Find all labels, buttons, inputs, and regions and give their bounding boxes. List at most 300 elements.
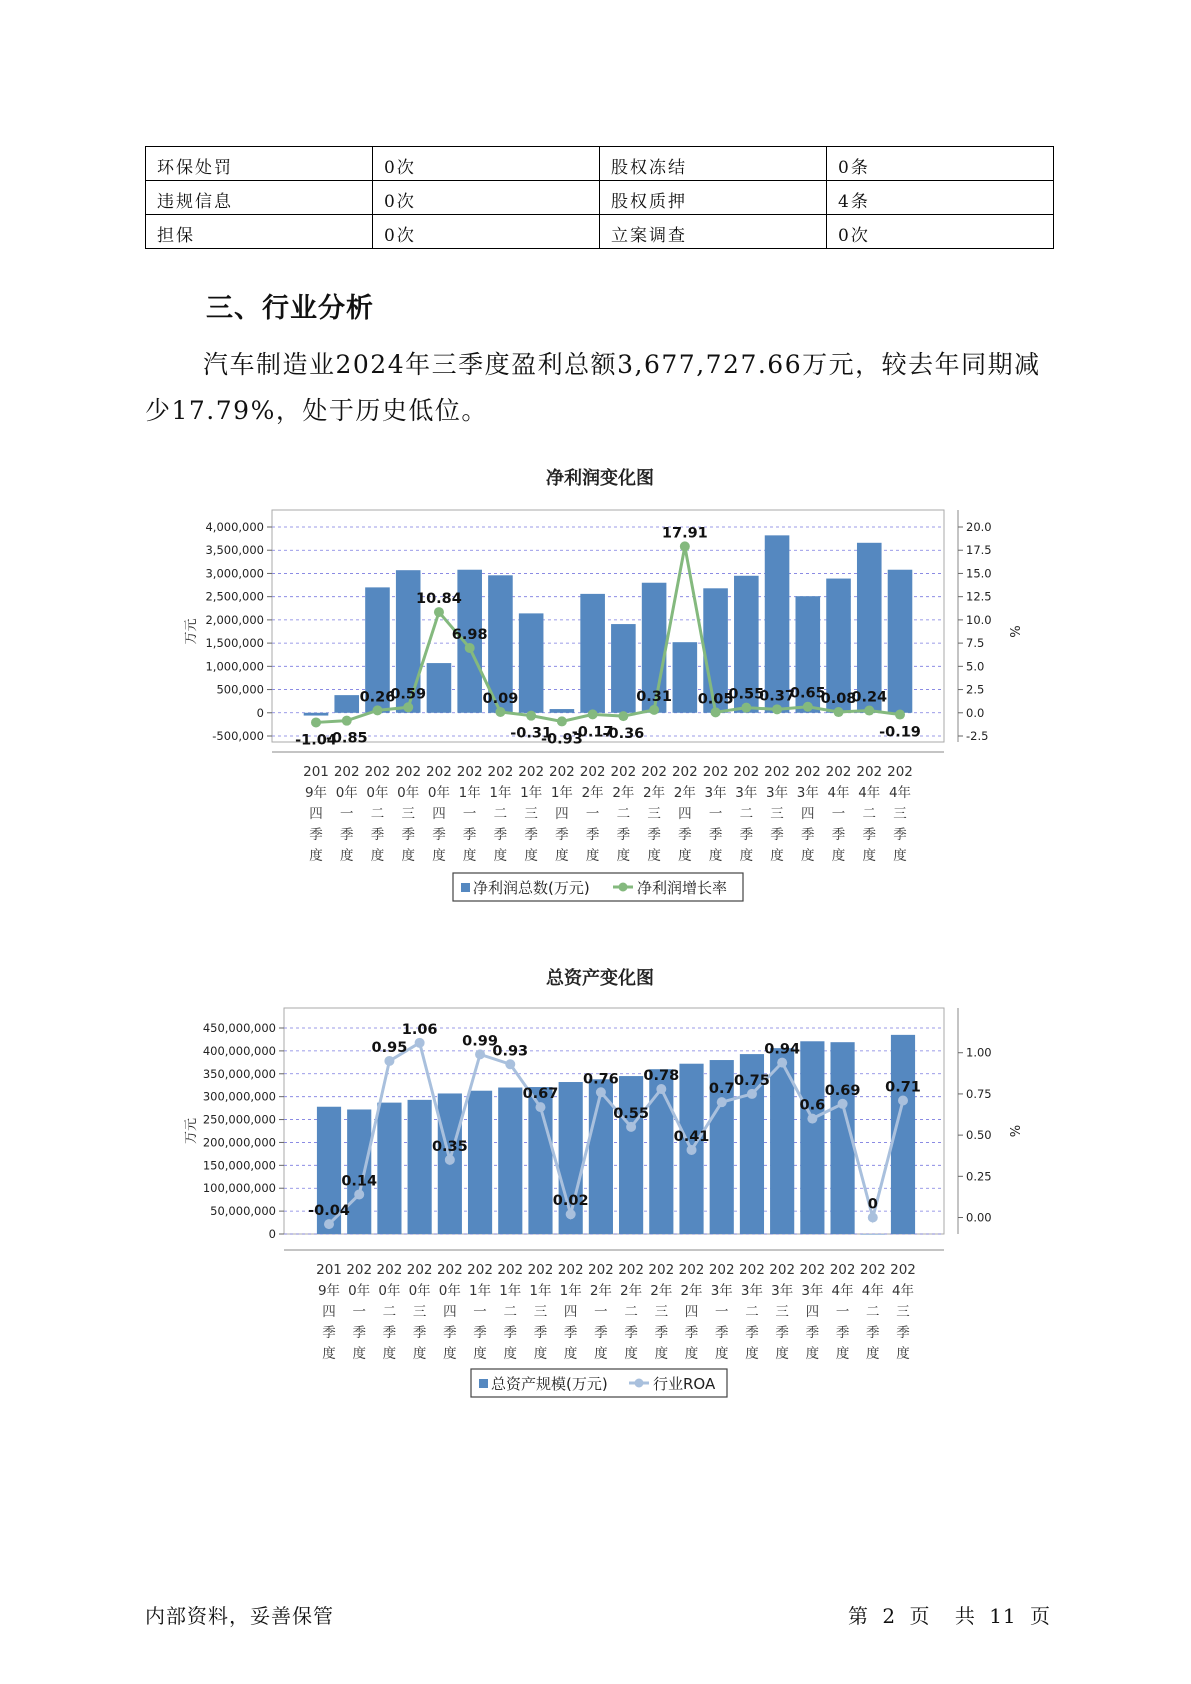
x-tick-label-line: 度 <box>862 848 877 864</box>
x-tick-label-line: 202 <box>346 1262 373 1278</box>
x-tick-label-line: 0年 <box>427 785 450 801</box>
x-tick-label-line: 1年 <box>469 1283 492 1299</box>
x-tick-label-line: 季 <box>745 1325 759 1341</box>
x-tick-label-line: 度 <box>770 848 784 864</box>
x-tick-label <box>890 1262 916 1362</box>
legend-line-marker <box>619 883 628 892</box>
x-tick-label-line: 1年 <box>499 1283 522 1299</box>
line-point <box>566 1209 576 1219</box>
bar <box>304 713 329 716</box>
x-tick-label-line: 202 <box>648 1262 675 1278</box>
x-tick-label-line: 4年 <box>888 785 912 801</box>
x-tick-label-line: 度 <box>339 848 354 864</box>
x-tick-label-line: 四 <box>443 1304 457 1320</box>
x-tick-label-line: 1年 <box>489 785 512 801</box>
data-label: 0.99 <box>462 1033 498 1050</box>
x-tick-label <box>497 1262 523 1362</box>
x-tick-label-line: 2年 <box>612 785 635 801</box>
x-tick-label <box>377 1262 403 1362</box>
x-tick-label-line: 季 <box>309 827 323 843</box>
x-tick-label-line: 度 <box>831 848 846 864</box>
bar <box>468 1091 492 1234</box>
left-axis-label: 万元 <box>184 1117 199 1145</box>
legend-line-label: 净利润增长率 <box>637 879 728 897</box>
x-tick-label-line: 度 <box>624 1346 638 1362</box>
left-tick-label: 250,000,000 <box>202 1112 276 1127</box>
bar <box>765 535 790 712</box>
x-tick-label-line: 一 <box>835 1304 850 1320</box>
x-tick-label-line: 二 <box>370 806 385 822</box>
x-tick-label-line: 季 <box>770 827 784 843</box>
x-tick-label <box>395 764 421 864</box>
x-tick-label-line: 9年 <box>304 785 328 801</box>
left-tick-label: 1,500,000 <box>205 636 264 651</box>
data-label: 0.94 <box>764 1041 801 1058</box>
risk-item-value: 4条 <box>827 181 1054 215</box>
risk-table-row <box>146 181 1054 215</box>
x-tick-label-line: 202 <box>557 1262 584 1278</box>
x-tick-label-line: 四 <box>805 1304 820 1320</box>
net-profit-chart-svg <box>0 460 1191 920</box>
risk-item-label: 担保 <box>146 215 373 249</box>
data-label: 0.02 <box>552 1193 589 1210</box>
x-tick-label-line: 202 <box>487 764 514 780</box>
x-tick-label-line: 三 <box>893 806 907 822</box>
x-tick-label-line: 1年 <box>520 785 543 801</box>
x-tick-label-line: 季 <box>443 1325 457 1341</box>
bar <box>888 570 913 713</box>
x-tick-label-line: 4年 <box>827 785 850 801</box>
x-tick-label <box>528 1262 554 1362</box>
x-tick-label-line: 二 <box>382 1304 397 1320</box>
data-label: 0.71 <box>885 1079 921 1096</box>
data-label: 0.6 <box>799 1097 826 1114</box>
x-tick-label-line: 1年 <box>550 785 573 801</box>
x-tick-label <box>488 764 514 864</box>
x-tick-label-line: 季 <box>563 1325 578 1341</box>
x-tick-label-line: 202 <box>769 1262 796 1278</box>
line-point <box>656 1084 666 1094</box>
x-tick-label <box>334 764 360 864</box>
x-tick-label-line: 季 <box>401 827 415 843</box>
data-label: 0.69 <box>824 1082 861 1099</box>
x-tick-label <box>641 764 667 864</box>
x-tick-label-line: 季 <box>585 827 600 843</box>
line-point <box>445 1155 455 1165</box>
x-tick-label-line: 度 <box>893 848 907 864</box>
data-label: 0.65 <box>789 685 826 702</box>
line-point <box>834 707 844 717</box>
x-tick-label-line: 度 <box>647 848 661 864</box>
right-tick-label: 5.0 <box>966 659 985 674</box>
page-unit: 页 <box>909 1604 931 1628</box>
x-tick-label-line: 202 <box>364 764 391 780</box>
x-tick-label <box>799 1262 825 1362</box>
legend-line-label: 行业ROA <box>653 1375 716 1393</box>
x-tick-label <box>467 1262 493 1362</box>
x-tick-label-line: 季 <box>533 1325 548 1341</box>
right-tick-label: 0.00 <box>966 1210 992 1225</box>
bar <box>861 1234 885 1235</box>
total-assets-chart <box>0 960 1191 1420</box>
x-tick-label-line: 3年 <box>704 785 727 801</box>
x-tick-label <box>437 1262 463 1362</box>
legend-bar-label: 净利润总数(万元) <box>473 879 590 897</box>
section-title: 三、行业分析 <box>206 293 374 324</box>
x-tick-label-line: 四 <box>322 1304 336 1320</box>
x-tick-label-line: 4年 <box>891 1283 915 1299</box>
x-tick-label-line: 202 <box>825 764 852 780</box>
x-tick-label-line: 季 <box>739 827 754 843</box>
x-tick-label-line: 季 <box>866 1325 880 1341</box>
x-tick-label-line: 季 <box>473 1325 487 1341</box>
right-tick-label: 0.75 <box>966 1086 992 1101</box>
x-tick-label-line: 季 <box>684 1325 699 1341</box>
data-label: 0.78 <box>643 1067 680 1084</box>
line-point <box>895 710 905 720</box>
x-tick-label-line: 三 <box>770 806 784 822</box>
risk-item-label: 股权冻结 <box>600 147 827 181</box>
x-tick-label-line: 0年 <box>366 785 389 801</box>
x-tick-label-line: 度 <box>708 848 723 864</box>
page-number: 2 <box>882 1604 897 1628</box>
data-label: 0 <box>867 1196 878 1213</box>
x-tick-label-line: 三 <box>533 1304 548 1320</box>
line-point <box>324 1219 334 1229</box>
x-tick-label-line: 一 <box>714 1304 729 1320</box>
x-tick-label-line: 202 <box>618 1262 644 1278</box>
x-tick-label-line: 四 <box>563 1304 578 1320</box>
x-tick-label-line: 三 <box>775 1304 789 1320</box>
risk-item-value: 0次 <box>373 147 600 181</box>
x-tick-label-line: 季 <box>382 1325 397 1341</box>
total-unit: 页 <box>1030 1604 1051 1628</box>
x-tick-label-line: 0年 <box>438 1283 461 1299</box>
data-label: 0.05 <box>697 691 734 708</box>
right-tick-label: 2.5 <box>966 682 985 697</box>
x-tick-label-line: 季 <box>801 827 815 843</box>
left-tick-label: 350,000,000 <box>202 1066 276 1081</box>
chart-legend <box>453 873 743 901</box>
left-tick-label: 400,000,000 <box>202 1043 276 1058</box>
left-tick-label: 200,000,000 <box>202 1135 276 1150</box>
left-tick-label: 0 <box>256 705 264 720</box>
right-tick-label: 17.5 <box>966 543 992 558</box>
x-tick-label <box>457 764 483 864</box>
x-tick-label <box>518 764 544 864</box>
x-tick-label <box>672 764 698 864</box>
x-tick-label-line: 四 <box>432 806 446 822</box>
data-label: 0.55 <box>728 686 765 703</box>
x-tick-label-line: 202 <box>426 764 452 780</box>
x-tick-label-line: 202 <box>610 764 637 780</box>
x-tick-label-line: 一 <box>352 1304 366 1320</box>
x-tick-label-line: 季 <box>322 1325 336 1341</box>
x-tick-label-line: 四 <box>684 1304 699 1320</box>
right-tick-label: 7.5 <box>966 636 985 651</box>
x-tick-label-line: 一 <box>708 806 723 822</box>
legend-bar-label: 总资产规模(万元) <box>491 1375 608 1393</box>
bar <box>498 1088 522 1234</box>
line-point <box>475 1049 485 1059</box>
x-tick-label-line: 度 <box>866 1346 880 1362</box>
line-point <box>649 705 659 715</box>
data-label: -0.93 <box>540 731 583 748</box>
x-tick-label-line: 202 <box>678 1262 705 1278</box>
left-tick-label: 2,000,000 <box>205 612 264 627</box>
x-tick-label <box>346 1262 372 1362</box>
x-tick-label-line: 0年 <box>397 785 420 801</box>
x-tick-label-line: 度 <box>616 848 631 864</box>
x-tick-label <box>739 1262 765 1362</box>
right-tick-label: 1.00 <box>966 1045 992 1060</box>
risk-table-row <box>146 147 1054 181</box>
left-tick-label: 100,000,000 <box>202 1181 276 1196</box>
x-tick-label-line: 季 <box>555 827 569 843</box>
right-tick-label: 0.0 <box>966 705 985 720</box>
x-tick-label-line: 四 <box>555 806 569 822</box>
x-tick-label-line: 度 <box>835 1346 850 1362</box>
line-point <box>372 705 382 715</box>
x-tick-label-line: 1年 <box>529 1283 552 1299</box>
risk-table-row <box>146 215 1054 249</box>
right-tick-label: 0.25 <box>966 1169 992 1184</box>
line-point <box>434 607 444 617</box>
left-tick-label: 1,000,000 <box>205 659 264 674</box>
line-point <box>741 703 751 713</box>
x-tick-label <box>303 764 329 864</box>
x-tick-label-line: 三 <box>401 806 415 822</box>
x-tick-label-line: 二 <box>503 1304 518 1320</box>
x-tick-label-line: 202 <box>829 1262 856 1278</box>
bar <box>673 642 698 713</box>
x-tick-label-line: 2年 <box>620 1283 643 1299</box>
data-label: 0.09 <box>482 690 519 707</box>
risk-item-value: 0次 <box>373 215 600 249</box>
bar <box>619 1076 643 1234</box>
line-point <box>342 716 352 726</box>
x-tick-label-line: 季 <box>896 1325 910 1341</box>
x-tick-label-line: 度 <box>382 1346 397 1362</box>
data-label: 0.67 <box>522 1086 559 1103</box>
x-tick-label-line: 0年 <box>348 1283 371 1299</box>
legend-bar-swatch <box>479 1379 488 1388</box>
data-label: -0.19 <box>879 724 921 741</box>
bar <box>377 1103 401 1234</box>
left-tick-label: 4,000,000 <box>205 520 264 534</box>
x-tick-label-line: 四 <box>309 806 323 822</box>
data-label: 6.98 <box>451 626 488 643</box>
x-tick-label-line: 季 <box>835 1325 850 1341</box>
page-prefix: 第 <box>848 1604 870 1628</box>
data-label: 0.35 <box>431 1138 468 1155</box>
data-label: -0.04 <box>308 1203 350 1220</box>
x-tick-label-line: 202 <box>527 1262 554 1278</box>
x-tick-label-line: 202 <box>518 764 545 780</box>
x-tick-label-line: 度 <box>493 848 508 864</box>
right-tick-label: -2.5 <box>966 729 989 743</box>
x-tick-label-line: 0年 <box>378 1283 401 1299</box>
x-tick-label-line: 度 <box>443 1346 457 1362</box>
x-tick-label-line: 202 <box>641 764 667 780</box>
x-tick-label-line: 2年 <box>673 785 696 801</box>
x-tick-label-line: 度 <box>563 1346 578 1362</box>
x-tick-label-line: 202 <box>497 1262 524 1278</box>
x-tick-label-line: 202 <box>467 1262 493 1278</box>
line-point <box>687 1145 697 1155</box>
x-tick-label <box>860 1262 886 1362</box>
x-tick-label-line: 一 <box>473 1304 487 1320</box>
x-tick-label-line: 201 <box>316 1262 342 1278</box>
x-tick-label-line: 202 <box>376 1262 403 1278</box>
data-label: 0.76 <box>583 1071 619 1088</box>
line-point <box>596 1087 606 1097</box>
x-tick-label-line: 9年 <box>317 1283 341 1299</box>
line-point <box>311 717 321 727</box>
x-tick-label-line: 2年 <box>643 785 666 801</box>
x-tick-label-line: 一 <box>585 806 600 822</box>
x-tick-label-line: 2年 <box>581 785 604 801</box>
x-tick-label-line: 201 <box>303 764 329 780</box>
x-tick-label-line: 202 <box>671 764 698 780</box>
data-label: 0.93 <box>492 1043 529 1060</box>
x-tick-label <box>830 1262 856 1362</box>
x-tick-label-line: 度 <box>462 848 477 864</box>
x-tick-label-line: 202 <box>794 764 821 780</box>
line-point <box>803 702 813 712</box>
x-tick-label-line: 202 <box>333 764 360 780</box>
data-label: 0.95 <box>371 1039 408 1056</box>
x-tick-label-line: 季 <box>432 827 446 843</box>
line-point <box>864 706 874 716</box>
line-point <box>717 1097 727 1107</box>
x-tick-label-line: 202 <box>890 1262 916 1278</box>
x-tick-label-line: 202 <box>733 764 760 780</box>
x-tick-label-line: 季 <box>708 827 723 843</box>
x-tick-label-line: 度 <box>654 1346 669 1362</box>
x-tick-label-line: 度 <box>473 1346 487 1362</box>
line-point <box>618 711 628 721</box>
x-tick-label-line: 季 <box>775 1325 789 1341</box>
x-tick-label <box>588 1262 614 1362</box>
x-tick-label-line: 2年 <box>650 1283 673 1299</box>
x-tick-label <box>426 764 452 864</box>
x-tick-label <box>679 1262 705 1362</box>
data-label: 0.75 <box>734 1072 770 1089</box>
x-tick-label-line: 度 <box>352 1346 366 1362</box>
risk-item-label: 股权质押 <box>600 181 827 215</box>
x-tick-label-line: 度 <box>896 1346 910 1362</box>
x-tick-label-line: 季 <box>503 1325 518 1341</box>
total-pages: 11 <box>989 1604 1017 1628</box>
line-point <box>465 643 475 653</box>
x-tick-label-line: 202 <box>764 764 790 780</box>
footer-page-info <box>845 1600 1054 1629</box>
left-tick-label: 0 <box>268 1227 276 1241</box>
x-tick-label-line: 4年 <box>858 785 881 801</box>
x-tick-label-line: 3年 <box>796 785 819 801</box>
x-tick-label-line: 一 <box>831 806 846 822</box>
line-point <box>535 1102 545 1112</box>
total-assets-chart-svg <box>0 960 1191 1420</box>
right-tick-label: 20.0 <box>966 520 992 534</box>
risk-item-label: 违规信息 <box>146 181 373 215</box>
x-tick-label-line: 二 <box>739 806 754 822</box>
bar <box>800 1041 824 1234</box>
x-tick-label-line: 季 <box>616 827 631 843</box>
x-tick-label-line: 3年 <box>771 1283 794 1299</box>
x-tick-label-line: 202 <box>436 1262 463 1278</box>
x-tick-label-line: 季 <box>370 827 385 843</box>
line-point <box>898 1096 908 1106</box>
x-tick-label-line: 三 <box>647 806 661 822</box>
x-tick-label <box>703 764 729 864</box>
x-tick-label <box>795 764 821 864</box>
risk-item-label: 立案调查 <box>600 215 827 249</box>
line-point <box>526 711 536 721</box>
data-label: 0.14 <box>341 1173 378 1190</box>
data-label: 0.37 <box>759 688 795 705</box>
x-tick-label-line: 度 <box>432 848 446 864</box>
x-tick-label-line: 季 <box>678 827 692 843</box>
right-tick-label: 10.0 <box>966 612 992 627</box>
x-tick-label-line: 202 <box>456 764 483 780</box>
x-tick-label-line: 度 <box>533 1346 548 1362</box>
left-tick-label: 3,500,000 <box>205 543 264 558</box>
x-tick-label-line: 202 <box>887 764 913 780</box>
bar <box>408 1100 432 1234</box>
data-label: -0.36 <box>602 726 645 743</box>
bar <box>427 663 452 713</box>
x-tick-label-line: 三 <box>896 1304 910 1320</box>
left-tick-label: 3,000,000 <box>205 566 264 581</box>
line-point <box>557 716 567 726</box>
line-point <box>415 1038 425 1048</box>
left-tick-label: -500,000 <box>212 729 264 743</box>
x-tick-label <box>856 764 882 864</box>
right-tick-label: 15.0 <box>966 566 992 581</box>
risk-item-value: 0条 <box>827 147 1054 181</box>
x-tick-label-line: 季 <box>352 1325 366 1341</box>
x-tick-label-line: 季 <box>862 827 877 843</box>
x-tick-label-line: 202 <box>708 1262 735 1278</box>
data-label: 17.91 <box>661 525 708 542</box>
x-tick-label-line: 1年 <box>559 1283 582 1299</box>
x-tick-label-line: 二 <box>866 1304 880 1320</box>
x-tick-label-line: 202 <box>588 1262 614 1278</box>
line-point <box>711 707 721 717</box>
x-tick-label-line: 季 <box>493 827 508 843</box>
x-tick-label-line: 三 <box>654 1304 669 1320</box>
x-tick-label-line: 季 <box>805 1325 820 1341</box>
x-tick-label-line: 四 <box>678 806 692 822</box>
x-tick-label-line: 二 <box>745 1304 759 1320</box>
x-tick-label-line: 度 <box>684 1346 699 1362</box>
line-point <box>868 1213 878 1223</box>
x-tick-label <box>365 764 391 864</box>
line-point <box>505 1059 515 1069</box>
x-tick-label <box>769 1262 795 1362</box>
line-point <box>747 1089 757 1099</box>
data-label: 1.06 <box>401 1021 438 1038</box>
x-tick-label <box>407 1262 433 1362</box>
x-tick-label-line: 度 <box>745 1346 759 1362</box>
x-tick-label <box>316 1262 342 1362</box>
right-axis-label: % <box>1006 1124 1021 1138</box>
x-tick-label-line: 三 <box>524 806 538 822</box>
x-tick-label <box>733 764 759 864</box>
x-tick-label-line: 2年 <box>680 1283 703 1299</box>
